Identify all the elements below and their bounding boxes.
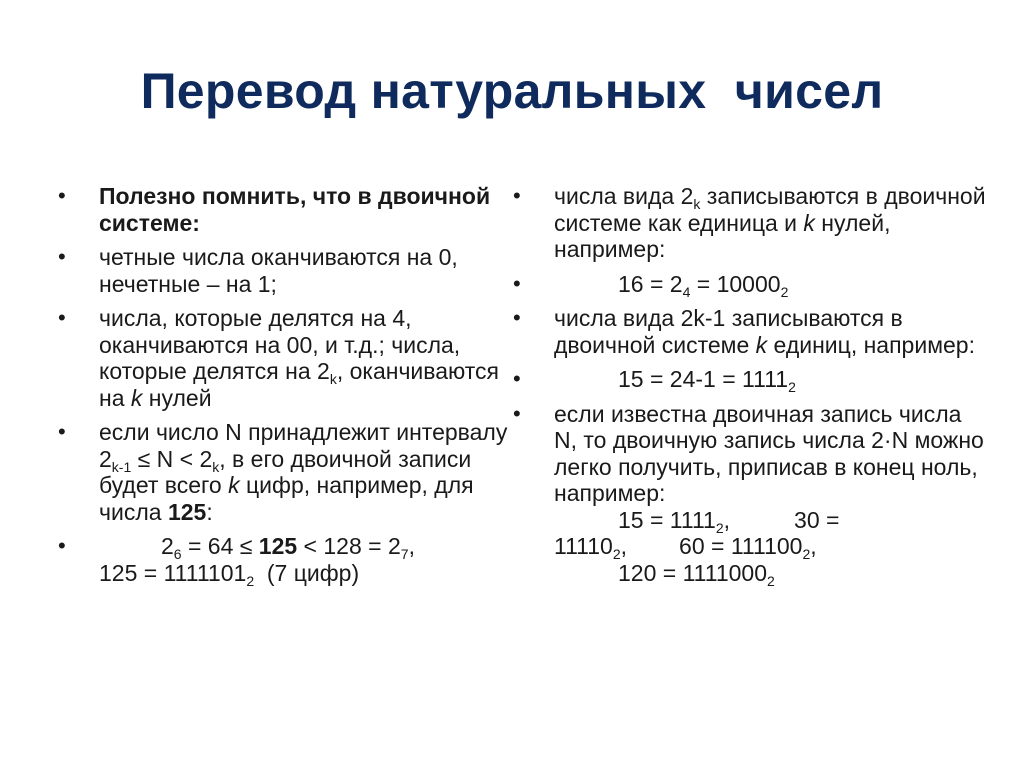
doubling-ex4-a: 60 = 111100	[679, 533, 803, 559]
bullet-icon: •	[58, 419, 66, 444]
bullet-icon: •	[58, 305, 66, 330]
mersenne-text-b: единиц, например:	[767, 331, 975, 358]
powers-ex-sub-2: 2	[780, 283, 789, 300]
doubling-text: если известна двоичная запись числа N, то двоичную запись числа 2·N можно легко получить, приписав в конец ноль, например:	[554, 400, 984, 506]
example-text-e: 125 = 1111101	[99, 559, 247, 586]
bullet-icon: •	[58, 183, 66, 208]
list-item-example	[55, 533, 510, 589]
mersenne-example	[554, 366, 796, 395]
powers-sub: k	[693, 196, 701, 212]
list-item-powers-example	[510, 271, 990, 298]
interval-text-e: :	[206, 498, 213, 525]
right-bullet-list	[510, 183, 990, 589]
divisibility-text-a: числа, которые делятся на 4, оканчиваются на 00, и т.д.; числа, которые делятся на 2	[99, 305, 461, 384]
mersenne-ex-sub: 2	[788, 379, 796, 395]
list-item-even-odd	[55, 244, 510, 297]
bullet-icon: •	[58, 244, 66, 269]
doubling-example-line-2	[554, 533, 817, 562]
example-text-f: (7 цифр)	[254, 559, 360, 586]
example-text-c: < 128 = 2	[297, 533, 401, 559]
powers-text-c: нулей, например:	[554, 209, 891, 262]
example-line-2	[99, 559, 360, 589]
even-odd-text: четные числа оканчиваются на 0, нечетные – на 1;	[99, 244, 458, 297]
powers-text-b: записываются в двоичной системе как единица и	[554, 183, 986, 236]
example-sub-1: 6	[173, 546, 182, 562]
example-text-d: ,	[408, 533, 415, 559]
bullet-icon: •	[513, 183, 521, 208]
example-sub-3: 2	[246, 572, 255, 589]
powers-k: k	[803, 209, 815, 236]
divisibility-sub: k	[329, 371, 337, 387]
example-text-a: 2	[161, 533, 174, 559]
doubling-example-line-3	[554, 559, 775, 589]
doubling-ex5-sub: 2	[767, 572, 775, 589]
example-sub-2: 7	[400, 546, 409, 562]
interval-number: 125	[167, 498, 207, 525]
doubling-ex4-b: ,	[810, 533, 817, 559]
mersenne-k: k	[755, 331, 768, 358]
slide-title: Перевод натуральных чисел	[140, 63, 884, 119]
interval-text-a: если число N принадлежит интервалу 2	[99, 419, 508, 472]
doubling-ex3-a: 11110	[554, 533, 613, 559]
list-item-doubling	[510, 401, 990, 587]
mersenne-ex-a: 15 = 24-1 = 1111	[618, 366, 789, 392]
powers-ex-sub-1: 4	[682, 283, 691, 300]
left-bullet-list	[55, 183, 510, 589]
list-item-intro	[55, 183, 510, 236]
doubling-ex1-sub: 2	[715, 519, 724, 536]
doubling-ex1-a: 15 = 1111	[618, 506, 716, 533]
interval-k: k	[228, 472, 240, 498]
mersenne-text-a: числа вида 2k-1 записываются в двоичной системе	[554, 305, 903, 358]
powers-text-a: числа вида 2	[554, 183, 694, 209]
example-bold: 125	[258, 533, 298, 559]
bullet-icon: •	[513, 305, 521, 330]
bullet-icon: •	[58, 533, 66, 558]
doubling-ex3-b: ,	[620, 533, 628, 559]
bullet-icon: •	[513, 366, 521, 391]
powers-ex-a: 16 = 2	[618, 270, 683, 297]
doubling-example-line-1	[554, 506, 840, 536]
doubling-ex1-b: ,	[723, 506, 731, 533]
bullet-icon: •	[513, 270, 521, 296]
divisibility-text-b: , оканчиваются на	[99, 358, 500, 411]
list-item-mersenne	[510, 305, 990, 358]
example-text-b: = 64 ≤	[181, 533, 259, 559]
doubling-ex5-a: 120 = 1111000	[618, 559, 768, 586]
powers-ex-b: = 10000	[690, 270, 781, 297]
interval-text-c: , в его двоичной записи будет всего	[99, 445, 472, 498]
list-item-mersenne-example	[510, 366, 990, 393]
example-line-1	[99, 533, 415, 562]
interval-sub-1: k-1	[111, 458, 132, 475]
powers-example	[554, 270, 789, 300]
doubling-ex2: 30 =	[794, 506, 840, 533]
divisibility-k: k	[130, 384, 143, 411]
doubling-ex3-sub: 2	[612, 546, 621, 562]
list-item-powers	[510, 183, 990, 263]
interval-text-d: цифр, например, для числа	[99, 472, 474, 525]
list-item-divisibility	[55, 305, 510, 411]
intro-text: Полезно помнить, что в двоичной системе:	[99, 183, 491, 236]
left-column	[55, 183, 510, 594]
interval-sub-2: k	[212, 458, 220, 475]
bullet-icon: •	[513, 400, 521, 426]
interval-text-b: ≤ N < 2	[131, 445, 213, 472]
divisibility-text-c: нулей	[142, 384, 212, 411]
doubling-ex4-sub: 2	[802, 546, 811, 562]
right-column	[510, 183, 990, 594]
list-item-interval	[55, 419, 510, 525]
